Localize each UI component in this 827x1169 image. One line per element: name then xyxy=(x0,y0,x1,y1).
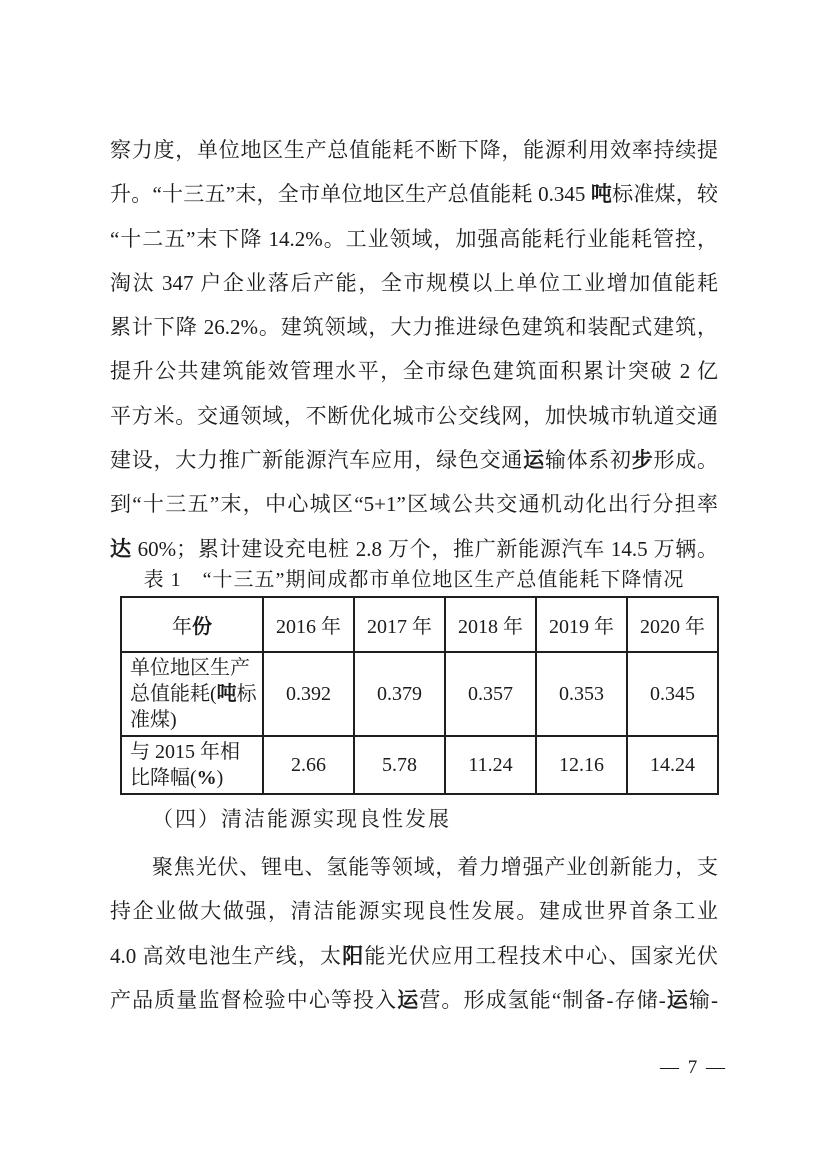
text-segment: 2016 年 xyxy=(276,616,341,638)
text-segment: 2019 年 xyxy=(549,616,614,638)
bold-text-segment: 运 xyxy=(397,987,420,1012)
text-line xyxy=(110,305,718,349)
page-number-label: — 7 — xyxy=(660,1057,727,1078)
table-header-cell xyxy=(445,597,536,652)
text-line xyxy=(110,482,718,526)
table-row xyxy=(121,652,718,736)
text-line xyxy=(110,845,718,889)
text-segment: 累计下降 26.2%。建筑领域，大力推进绿色建筑和装配式建筑， xyxy=(110,315,718,340)
text-segment: 升。“十三五”末，全市单位地区生产总值能耗 0.345 xyxy=(110,182,591,207)
text-line xyxy=(110,889,718,933)
text-segment: 形成。 xyxy=(653,448,719,473)
table-header-cell xyxy=(121,597,263,652)
bold-text-segment: 运 xyxy=(523,448,545,473)
text-line xyxy=(110,172,718,216)
text-segment: 2017 年 xyxy=(367,616,432,638)
page-number xyxy=(660,1054,727,1082)
table-value-cell: 11.24 xyxy=(445,736,536,794)
table-caption xyxy=(110,566,718,594)
text-segment: 单位地区生产总值能耗( xyxy=(130,657,250,705)
text-segment: 聚焦光伏、锂电、氢能等领域，着力增强产业创新能力，支 xyxy=(152,855,718,879)
section-heading-clean-energy xyxy=(110,797,718,841)
text-segment: 4.0 高效电池生产线，太 xyxy=(110,943,343,968)
text-segment: 产品质量监督检验中心等投入 xyxy=(110,987,398,1012)
text-segment: 标准煤，较 xyxy=(612,182,719,207)
text-segment: 2018 年 xyxy=(458,616,523,638)
text-segment: 标准煤) xyxy=(130,683,257,731)
table-row-label xyxy=(121,736,263,794)
table-value-cell: 0.353 xyxy=(536,652,627,736)
text-segment: 输- xyxy=(688,987,719,1012)
bold-text-segment: 步 xyxy=(631,448,654,473)
text-line xyxy=(110,527,718,571)
energy-consumption-table xyxy=(120,596,719,795)
paragraph-energy-intensity xyxy=(110,128,718,571)
text-segment: 60%；累计建设充电桩 2.8 万个，推广新能源汽车 14.5 万辆。 xyxy=(131,536,718,561)
bold-text-segment: 份 xyxy=(192,616,212,638)
text-line xyxy=(110,349,718,393)
table-value-cell: 2.66 xyxy=(263,736,354,794)
text-segment: 察力度，单位地区生产总值能耗不断下降，能源利用效率持续提 xyxy=(110,138,718,162)
text-segment: 表 1 “十三五”期间成都市单位地区生产总值能耗下降情况 xyxy=(143,569,685,591)
paragraph-clean-energy xyxy=(110,845,718,1022)
bold-text-segment: % xyxy=(196,767,217,789)
text-segment: 持企业做大做强，清洁能源实现良性发展。建成世界首条工业 xyxy=(110,899,718,924)
text-line xyxy=(110,261,718,305)
table-row-label xyxy=(121,652,263,736)
text-segment: 年 xyxy=(172,616,192,638)
text-segment: 到“十三五”末，中心城区“5+1”区域公共交通机动化出行分担率 xyxy=(110,492,718,517)
table-header-cell xyxy=(536,597,627,652)
text-segment: 建设，大力推广新能源汽车应用，绿色交通 xyxy=(110,448,524,473)
table-header-row xyxy=(121,597,718,652)
table-value-cell: 14.24 xyxy=(627,736,718,794)
text-segment: 与 2015 年相比降幅( xyxy=(130,741,240,789)
table-value-cell: 12.16 xyxy=(536,736,627,794)
table-row xyxy=(121,736,718,794)
text-segment: ) xyxy=(216,767,224,789)
text-line xyxy=(110,217,718,261)
text-segment: 平方米。交通领域，不断优化城市公交线网，加快城市轨道交通 xyxy=(110,403,718,428)
bold-text-segment: 运 xyxy=(665,987,689,1012)
text-line xyxy=(110,934,718,978)
text-segment: 营。形成氢能“制备-存储- xyxy=(419,987,666,1012)
table-value-cell: 5.78 xyxy=(354,736,445,794)
text-segment: 淘汰 347 户企业落后产能，全市规模以上单位工业增加值能耗 xyxy=(110,270,718,295)
table-value-cell: 0.379 xyxy=(354,652,445,736)
table-value-cell: 0.345 xyxy=(627,652,718,736)
text-segment: 提升公共建筑能效管理水平，全市绿色建筑面积累计突破 2 亿 xyxy=(110,359,718,384)
text-segment: 能光伏应用工程技术中心、国家光伏 xyxy=(364,943,719,968)
text-segment: 2020 年 xyxy=(640,616,705,638)
text-line xyxy=(110,978,718,1022)
table-header-cell xyxy=(354,597,445,652)
table-header-cell xyxy=(263,597,354,652)
text-segment: “十二五”末下降 14.2%。工业领域，加强高能耗行业能耗管控， xyxy=(110,226,718,251)
text-line xyxy=(110,128,718,172)
table-header-cell xyxy=(627,597,718,652)
bold-text-segment: 达 xyxy=(110,536,132,561)
bold-text-segment: 阳 xyxy=(342,943,365,968)
text-segment: （四）清洁能源实现良性发展 xyxy=(152,807,451,831)
table-value-cell: 0.357 xyxy=(445,652,536,736)
bold-text-segment: 吨 xyxy=(216,683,237,705)
text-segment: 输体系初 xyxy=(544,448,632,473)
table-value-cell: 0.392 xyxy=(263,652,354,736)
text-line xyxy=(110,438,718,482)
bold-text-segment: 吨 xyxy=(590,182,613,207)
text-line xyxy=(110,394,718,438)
